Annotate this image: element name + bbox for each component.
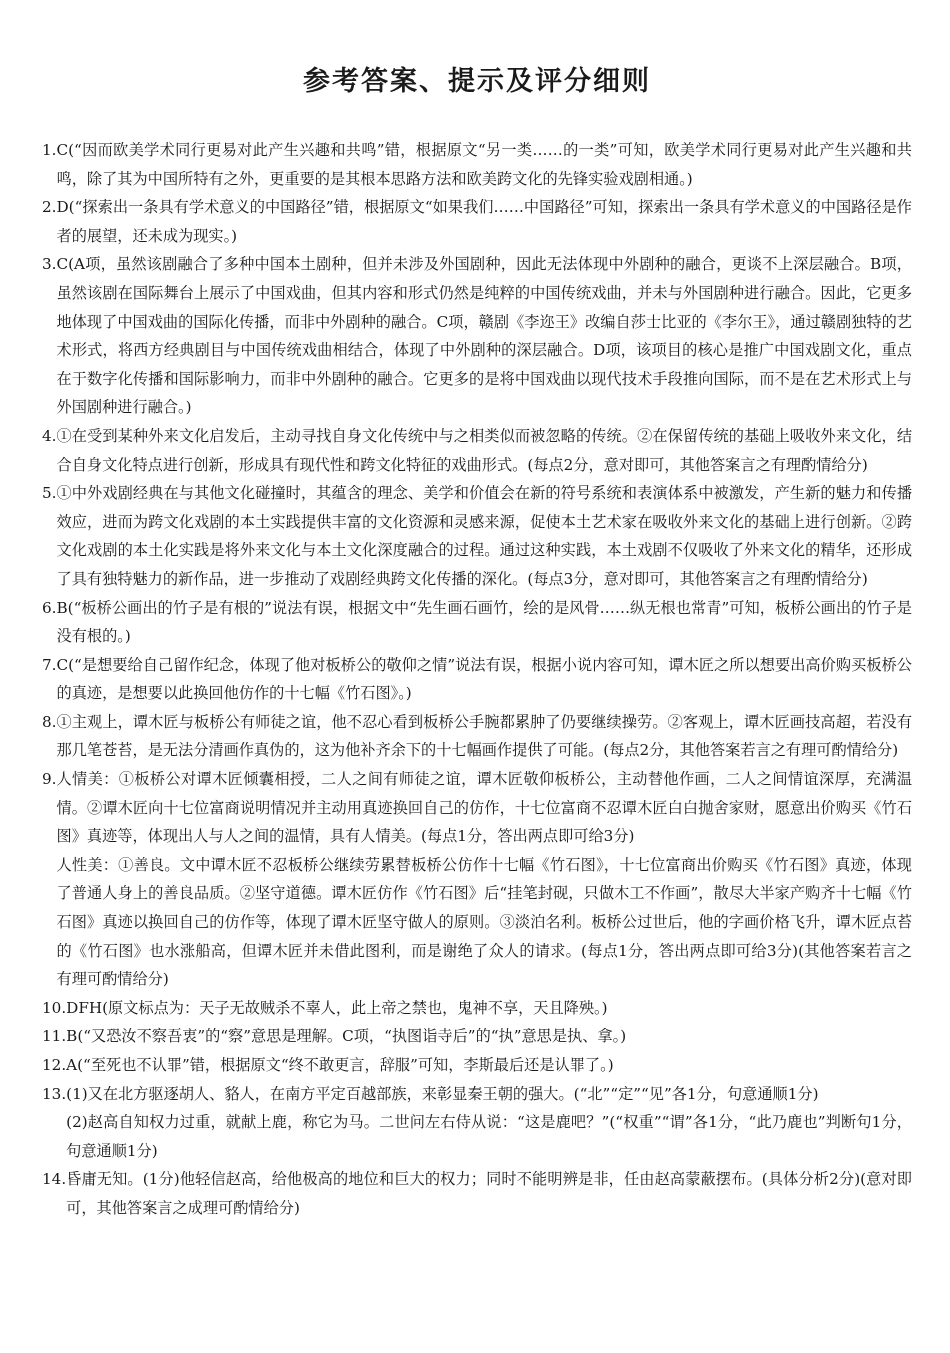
answer-item	[42, 422, 912, 479]
answer-item	[42, 708, 912, 765]
answer-body	[57, 765, 913, 994]
answer-item	[42, 765, 912, 994]
answer-text: 昏庸无知。(1分)他轻信赵高，给他极高的地位和巨大的权力；同时不能明辨是非，任由赵高蒙蔽摆布。(具体分析2分)(意对即可，其他答案言之成理可酌情给分)	[66, 1170, 912, 1217]
answer-text: ①主观上，谭木匠与板桥公有师徒之谊，他不忍心看到板桥公手腕都累肿了仍要继续操劳。②客观上，谭木匠画技高超，若没有那几笔苍苔，是无法分清画作真伪的，这为他补齐余下的十七幅画作提供了可能。(每点2分，其他答案若言之有理可酌情给分)	[56, 712, 912, 760]
answer-item	[42, 1165, 912, 1222]
answer-number: 8.	[42, 712, 57, 731]
answer-text: B(“板桥公画出的竹子是有根的”说法有误，根据文中“先生画石画竹，绘的是风骨……纵无根也常青”可知，板桥公画出的竹子是没有根的。)	[56, 598, 912, 646]
answer-text: (1)又在北方驱逐胡人、貉人，在南方平定百越部族，来彰显秦王朝的强大。(“北”“定”“见”各1分，句意通顺1分)	[66, 1084, 819, 1103]
answer-text: ①中外戏剧经典在与其他文化碰撞时，其蕴含的理念、美学和价值会在新的符号系统和表演体系中被激发，产生新的魅力和传播效应，进而为跨文化戏剧的本土实践提供丰富的文化资源和灵感来源，促使本土艺术家在吸收外来文化的基础上进行创新。②跨文化戏剧的本土化实践是将外来文化与本土文化深度融合的过程。通过这种实践，本土戏剧不仅吸收了外来文化的精华，还形成了具有独特魅力的新作品，进一步推动了戏剧经典跨文化传播的深化。(每点3分，意对即可，其他答案言之有理酌情给分)	[56, 484, 912, 588]
answer-body	[57, 708, 913, 765]
answer-item	[42, 1022, 912, 1051]
answer-number: 1.	[42, 141, 57, 159]
answer-text: 人性美：①善良。文中谭木匠不忍板桥公继续劳累替板桥公仿作十七幅《竹石图》，十七位富商出价购买《竹石图》真迹，体现了普通人身上的善良品质。②坚守道德。谭木匠仿作《竹石图》后“挂笔封砚，只做木工不作画”，散尽大半家产购齐十七幅《竹石图》真迹以换回自己的仿作等，体现了谭木匠坚守做人的原则。③淡泊名利。板桥公过世后，他的字画价格飞升，谭木匠点苔的《竹石图》也水涨船高，但谭木匠并未借此图利，而是谢绝了众人的请求。(每点1分，答出两点即可给3分)(其他答案若言之有理可酌情给分)	[56, 855, 912, 989]
answer-number: 12.	[42, 1056, 67, 1074]
answer-item	[42, 1080, 912, 1166]
answer-text: A(“至死也不认罪”错，根据原文“终不敢更言，辞服”可知，李斯最后还是认罪了。)	[66, 1056, 614, 1074]
answer-item	[42, 479, 912, 593]
answer-item	[42, 193, 912, 250]
answer-item	[42, 136, 912, 193]
answer-body	[57, 422, 913, 479]
answer-text: C(A项，虽然该剧融合了多种中国本土剧种，但并未涉及外国剧种，因此无法体现中外剧种的融合，更谈不上深层融合。B项，虽然该剧在国际舞台上展示了中国戏曲，但其内容和形式仍然是纯粹的中国传统戏曲，并未与外国剧种进行融合。因此，它更多地体现了中国戏曲的国际化传播，而非中外剧种的融合。C项，赣剧《李迩王》改编自莎士比亚的《李尔王》，通过赣剧独特的艺术形式，将西方经典剧目与中国传统戏曲相结合，体现了中外剧种的深层融合。D项，该项目的核心是推广中国戏剧文化，重点在于数字化传播和国际影响力，而非中外剧种的融合。它更多的是将中国戏曲以现代技术手段推向国际，而不是在艺术形式上与外国剧种进行融合。)	[56, 255, 912, 417]
answer-item	[42, 1051, 912, 1080]
answer-number: 2.	[42, 198, 57, 217]
answer-body	[57, 479, 913, 593]
answer-body	[66, 1080, 912, 1166]
answer-number: 14.	[42, 1170, 67, 1189]
answer-text: B(“又恐汝不察吾衷”的“察”意思是理解。C项，“执图诣寺后”的“执”意思是执、拿。)	[66, 1027, 627, 1046]
answer-number: 10.	[42, 998, 67, 1017]
answer-text: D(“探索出一条具有学术意义的中国路径”错，根据原文“如果我们……中国路径”可知，探索出一条具有学术意义的中国路径是作者的展望，还未成为现实。)	[56, 198, 912, 245]
answer-body	[57, 193, 913, 250]
answer-body	[66, 1022, 912, 1051]
answer-item	[42, 651, 912, 708]
answer-number: 4.	[42, 426, 57, 445]
answer-number: 7.	[42, 655, 57, 674]
answer-number: 6.	[42, 598, 57, 617]
answer-text: ①在受到某种外来文化启发后，主动寻找自身文化传统中与之相类似而被忽略的传统。②在保留传统的基础上吸收外来文化，结合自身文化特点进行创新，形成具有现代性和跨文化特征的戏曲形式。(每点2分，意对即可，其他答案言之有理酌情给分)	[56, 426, 912, 474]
answer-text: 人情美：①板桥公对谭木匠倾囊相授，二人之间有师徒之谊，谭木匠敬仰板桥公，主动替他作画，二人之间情谊深厚，充满温情。②谭木匠向十七位富商说明情况并主动用真迹换回自己的仿作，十七位富商不忍谭木匠白白抛舍家财，愿意出价购买《竹石图》真迹等，体现出人与人之间的温情，具有人情美。(每点1分，答出两点即可给3分)	[56, 770, 912, 846]
answer-text: (2)赵高自知权力过重，就献上鹿，称它为马。二世问左右侍从说：“这是鹿吧？”(“权重”“谓”各1分，“此乃鹿也”判断句1分，句意通顺1分)	[66, 1113, 912, 1160]
answer-body	[57, 594, 913, 651]
answer-body	[57, 250, 913, 422]
answer-body	[57, 136, 913, 193]
answer-body	[57, 651, 913, 708]
answer-number: 9.	[42, 770, 57, 789]
answer-item	[42, 250, 912, 422]
answer-number: 13.	[42, 1084, 67, 1103]
answer-body	[66, 1051, 912, 1080]
answer-text: C(“是想要给自己留作纪念，体现了他对板桥公的敬仰之情”说法有误，根据小说内容可知，谭木匠之所以想要出高价购买板桥公的真迹，是想要以此换回他仿作的十七幅《竹石图》。)	[56, 655, 912, 703]
answer-number: 11.	[42, 1027, 67, 1046]
page-title: 参考答案、提示及评分细则	[303, 66, 651, 97]
answer-body	[66, 1165, 912, 1222]
answer-item	[42, 594, 912, 651]
answer-item	[42, 994, 912, 1023]
answer-body	[66, 994, 912, 1023]
answer-list	[42, 136, 912, 1223]
answer-number: 5.	[42, 484, 57, 503]
answer-text: C(“因而欧美学术同行更易对此产生兴趣和共鸣”错，根据原文“另一类……的一类”可知，欧美学术同行更易对此产生兴趣和共鸣，除了其为中国所特有之外，更重要的是其根本思路方法和欧美跨文化的先锋实验戏剧相通。)	[56, 141, 912, 188]
answer-text: DFH(原文标点为：天子无故贼杀不辜人，此上帝之禁也，鬼神不享，天且降殃。)	[66, 998, 608, 1017]
answer-number: 3.	[42, 255, 57, 274]
